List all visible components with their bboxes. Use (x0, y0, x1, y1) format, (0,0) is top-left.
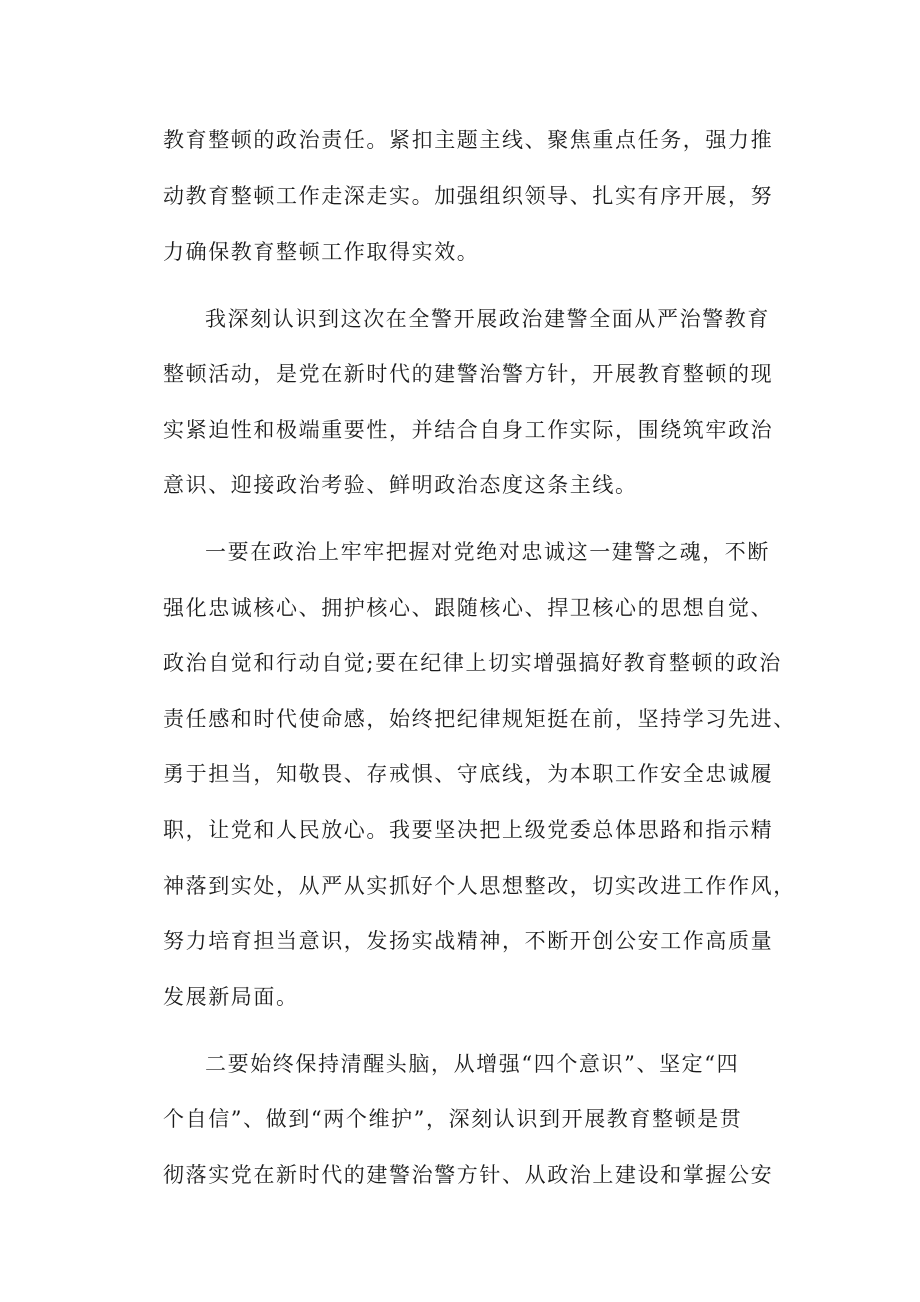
paragraph-2-line-2: 整顿活动，是党在新时代的建警治警方针，开展教育整顿的现 (163, 362, 774, 386)
paragraph-3-line-7: 神落到实处，从严从实抓好个人思想整改，切实改进工作作风， (163, 874, 796, 898)
paragraph-3-line-6: 职，让党和人民放心。我要坚决把上级党委总体思路和指示精 (163, 818, 774, 842)
paragraph-1-line-1: 教育整顿的政治责任。紧扣主题主线、聚焦重点任务，强力推 (163, 128, 774, 152)
paragraph-3-line-1: 一要在政治上牢牢把握对党绝对忠诚这一建警之魂，不断 (205, 540, 770, 564)
paragraph-3-line-3: 政治自觉和行动自觉;要在纪律上切实增强搞好教育整顿的政治 (163, 651, 782, 675)
paragraph-2-line-3: 实紧迫性和极端重要性，并结合自身工作实际，围绕筑牢政治 (163, 418, 774, 442)
paragraph-2-line-1: 我深刻认识到这次在全警开展政治建警全面从严治警教育 (205, 307, 770, 331)
paragraph-3-line-8: 努力培育担当意识，发扬实战精神，不断开创公安工作高质量 (163, 929, 774, 953)
paragraph-3-line-5: 勇于担当，知敬畏、存戒惧、守底线，为本职工作安全忠诚履 (163, 762, 774, 786)
paragraph-3-line-4: 责任感和时代使命感，始终把纪律规矩挺在前，坚持学习先进、 (163, 707, 796, 731)
paragraph-3-line-2: 强化忠诚核心、拥护核心、跟随核心、捍卫核心的思想自觉、 (163, 596, 774, 620)
paragraph-1-line-2: 动教育整顿工作走深走实。加强组织领导、扎实有序开展，努 (163, 184, 774, 208)
paragraph-2-line-4: 意识、迎接政治考验、鲜明政治态度这条主线。 (163, 473, 638, 497)
paragraph-4-line-1: 二要始终保持清醒头脑，从增强“四个意识”、坚定“四 (205, 1052, 740, 1076)
paragraph-3-line-9: 发展新局面。 (163, 985, 299, 1009)
paragraph-4-line-2: 个自信”、做到“两个维护”，深刻认识到开展教育整顿是贯 (163, 1107, 743, 1131)
paragraph-4-line-3: 彻落实党在新时代的建警治警方针、从政治上建设和掌握公安 (163, 1163, 774, 1187)
paragraph-1-line-3: 力确保教育整顿工作取得实效。 (163, 240, 480, 264)
